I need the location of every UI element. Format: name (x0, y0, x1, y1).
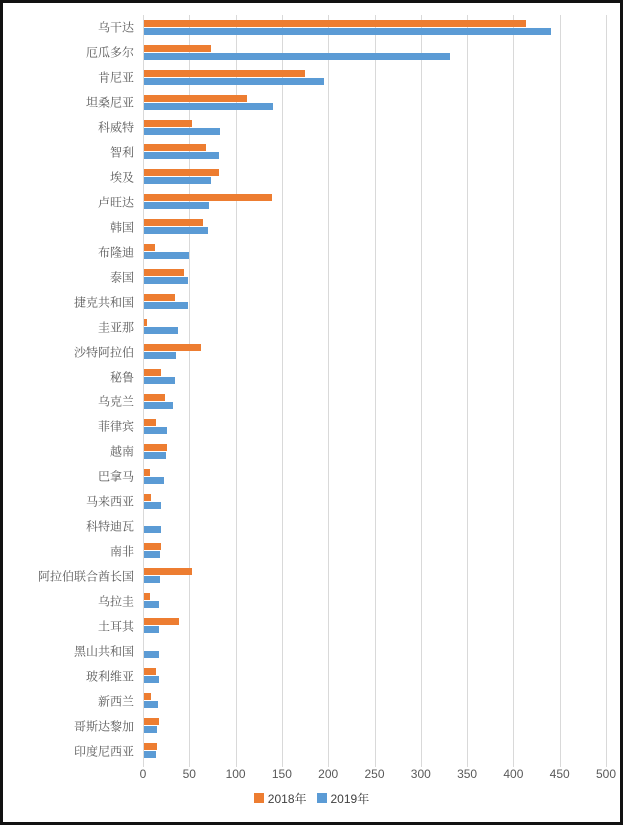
category-label-1: 厄瓜多尔 (85, 45, 134, 60)
category-label-0: 乌干达 (97, 20, 134, 35)
bar-2019年-科威特 (144, 128, 220, 135)
bar-2018年-科威特 (144, 120, 192, 127)
gridline-100 (236, 15, 237, 763)
bar-2018年-沙特阿拉伯 (144, 344, 201, 351)
plot-area (143, 15, 606, 763)
category-label-17: 越南 (109, 444, 134, 459)
gridline-350 (467, 15, 468, 763)
bar-2019年-马来西亚 (144, 502, 161, 509)
category-label-10: 泰国 (109, 270, 134, 285)
bar-2019年-印度尼西亚 (144, 751, 156, 758)
category-label-27: 新西兰 (97, 694, 134, 709)
bar-2019年-南非 (144, 551, 160, 558)
bar-2019年-秘鲁 (144, 377, 175, 384)
bar-2019年-土耳其 (144, 626, 159, 633)
bar-2019年-智利 (144, 152, 219, 159)
bar-2019年-乌拉圭 (144, 601, 159, 608)
gridline-200 (328, 15, 329, 763)
category-label-20: 科特迪瓦 (85, 519, 134, 534)
bar-2019年-新西兰 (144, 701, 158, 708)
bar-2019年-捷克共和国 (144, 302, 188, 309)
bar-2019年-布隆迪 (144, 252, 189, 259)
bar-2018年-马来西亚 (144, 494, 151, 501)
bar-2018年-越南 (144, 444, 167, 451)
bar-2018年-厄瓜多尔 (144, 45, 211, 52)
x-tick-label-350: 350 (457, 767, 478, 781)
category-label-13: 沙特阿拉伯 (73, 345, 134, 360)
bar-2019年-哥斯达黎加 (144, 726, 157, 733)
bar-2019年-肯尼亚 (144, 78, 324, 85)
category-label-25: 黑山共和国 (73, 644, 134, 659)
bar-2018年-肯尼亚 (144, 70, 305, 77)
bar-2018年-卢旺达 (144, 194, 272, 201)
bar-2018年-圭亚那 (144, 319, 147, 326)
bar-2018年-印度尼西亚 (144, 743, 157, 750)
x-tick-label-50: 50 (182, 767, 196, 781)
category-label-19: 马来西亚 (85, 494, 134, 509)
gridline-150 (282, 15, 283, 763)
x-tick-label-0: 0 (139, 767, 147, 781)
category-label-21: 南非 (109, 544, 134, 559)
bar-2019年-黑山共和国 (144, 651, 159, 658)
bar-2019年-巴拿马 (144, 477, 164, 484)
bar-2018年-阿拉伯联合酋长国 (144, 568, 192, 575)
bar-2019年-厄瓜多尔 (144, 53, 450, 60)
category-label-22: 阿拉伯联合酋长国 (37, 569, 134, 584)
bar-2019年-卢旺达 (144, 202, 209, 209)
category-label-3: 坦桑尼亚 (85, 95, 134, 110)
legend (3, 789, 620, 807)
x-tick-label-150: 150 (271, 767, 292, 781)
bar-2019年-科特迪瓦 (144, 526, 161, 533)
bar-2019年-越南 (144, 452, 166, 459)
bar-2019年-乌干达 (144, 28, 551, 35)
bar-2019年-泰国 (144, 277, 188, 284)
category-label-24: 土耳其 (97, 619, 134, 634)
bar-2019年-阿拉伯联合酋长国 (144, 576, 160, 583)
category-label-28: 哥斯达黎加 (73, 719, 134, 734)
legend-label-2019: 2019年 (330, 791, 370, 806)
bar-2019年-沙特阿拉伯 (144, 352, 176, 359)
bar-2018年-土耳其 (144, 618, 179, 625)
x-tick-label-400: 400 (503, 767, 524, 781)
gridline-300 (421, 15, 422, 763)
bar-2019年-菲律宾 (144, 427, 167, 434)
bar-2018年-韩国 (144, 219, 203, 226)
bar-2019年-圭亚那 (144, 327, 178, 334)
bar-2018年-乌克兰 (144, 394, 165, 401)
x-tick-label-200: 200 (318, 767, 339, 781)
category-label-8: 韩国 (109, 220, 134, 235)
bar-2018年-新西兰 (144, 693, 151, 700)
category-label-18: 巴拿马 (97, 469, 134, 484)
category-label-5: 智利 (109, 145, 134, 160)
bar-2018年-坦桑尼亚 (144, 95, 247, 102)
bar-2018年-埃及 (144, 169, 219, 176)
bar-2019年-坦桑尼亚 (144, 103, 273, 110)
bar-2018年-菲律宾 (144, 419, 156, 426)
bar-2018年-乌拉圭 (144, 593, 150, 600)
legend-swatch-2018 (254, 793, 264, 803)
bar-2018年-玻利维亚 (144, 668, 156, 675)
category-label-23: 乌拉圭 (97, 594, 134, 609)
legend-item-2018 (254, 790, 307, 807)
category-label-16: 菲律宾 (97, 419, 134, 434)
bar-2018年-秘鲁 (144, 369, 161, 376)
gridline-500 (606, 15, 607, 763)
gridline-450 (560, 15, 561, 763)
grouped-bar-chart (3, 3, 620, 822)
gridline-250 (375, 15, 376, 763)
category-label-26: 玻利维亚 (85, 669, 134, 684)
x-tick-label-300: 300 (410, 767, 431, 781)
legend-label-2018: 2018年 (267, 791, 307, 806)
x-tick-label-100: 100 (225, 767, 246, 781)
category-label-11: 捷克共和国 (73, 295, 134, 310)
x-tick-label-500: 500 (595, 767, 617, 781)
category-label-14: 秘鲁 (109, 370, 134, 385)
legend-item-2019 (317, 790, 370, 807)
bar-2019年-玻利维亚 (144, 676, 159, 683)
bar-2018年-巴拿马 (144, 469, 150, 476)
category-label-15: 乌克兰 (97, 394, 134, 409)
category-label-4: 科威特 (97, 120, 134, 135)
bar-2019年-乌克兰 (144, 402, 173, 409)
bar-2018年-南非 (144, 543, 161, 550)
x-tick-label-450: 450 (549, 767, 570, 781)
x-tick-label-250: 250 (364, 767, 385, 781)
category-label-2: 肯尼亚 (97, 70, 134, 85)
category-label-6: 埃及 (109, 170, 134, 185)
bar-2019年-埃及 (144, 177, 211, 184)
bar-2019年-韩国 (144, 227, 208, 234)
category-label-29: 印度尼西亚 (73, 744, 134, 759)
category-label-12: 圭亚那 (97, 320, 134, 335)
bar-2018年-布隆迪 (144, 244, 155, 251)
bar-2018年-乌干达 (144, 20, 526, 27)
bar-2018年-泰国 (144, 269, 184, 276)
bar-2018年-哥斯达黎加 (144, 718, 159, 725)
bar-2018年-智利 (144, 144, 206, 151)
category-label-9: 布隆迪 (97, 245, 134, 260)
bar-2018年-捷克共和国 (144, 294, 175, 301)
gridline-400 (513, 15, 514, 763)
legend-swatch-2019 (317, 793, 327, 803)
category-label-7: 卢旺达 (97, 195, 134, 210)
